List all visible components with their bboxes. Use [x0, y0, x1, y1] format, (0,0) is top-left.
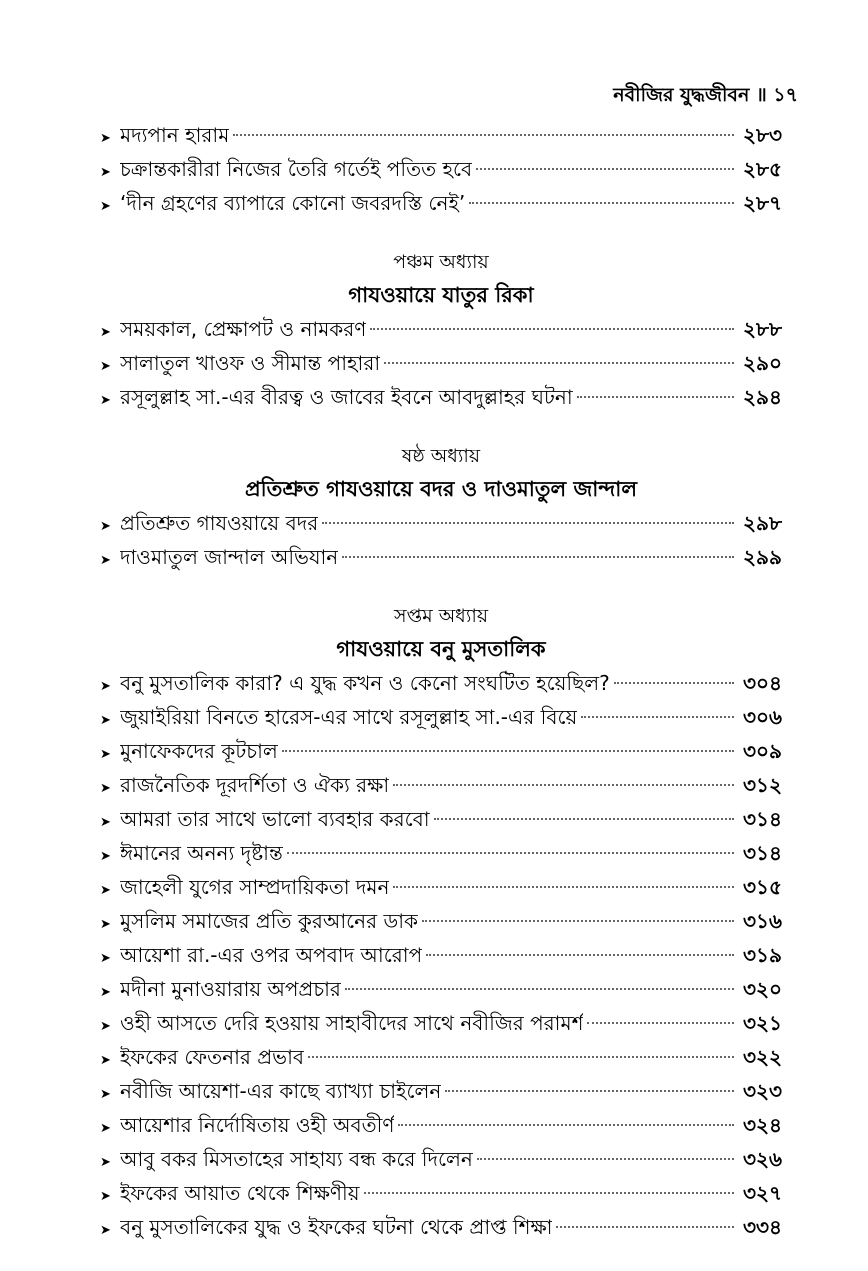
chapter-section [100, 440, 782, 574]
toc-entry [100, 312, 782, 346]
toc-entry [100, 118, 782, 152]
arrow-bullet-icon: ➤ [100, 1019, 111, 1034]
entry-title: আয়েশার নির্দোষিতায় ওহী অবতীর্ণ [120, 1113, 395, 1137]
entry-title: দাওমাতুল জান্দাল অভিযান [120, 545, 339, 569]
toc-entry [100, 734, 782, 768]
entry-title: আমরা তার সাথে ভালো ব্যবহার করবো [120, 807, 430, 831]
entry-page-number: ২৮৫ [743, 157, 782, 181]
chapter-list [100, 246, 782, 1244]
entry-page-number: ৩২৬ [742, 1147, 782, 1171]
arrow-bullet-icon: ➤ [100, 393, 111, 408]
arrow-bullet-icon: ➤ [100, 849, 111, 864]
dot-leader [233, 134, 734, 136]
entry-page-number: ৩৩৪ [743, 1215, 782, 1239]
toc-entry [100, 666, 782, 700]
entry-title: রাজনৈতিক দূরদর্শিতা ও ঐক্য রক্ষা [120, 773, 390, 797]
entry-page-number: ২৮৮ [743, 317, 782, 341]
entry-title: ইফকের আয়াত থেকে শিক্ষণীয় [120, 1181, 360, 1205]
entry-page-number: ৩২১ [743, 1011, 782, 1035]
toc-entry [100, 836, 782, 870]
toc-entry [100, 380, 782, 414]
arrow-bullet-icon: ➤ [100, 325, 111, 340]
arrow-bullet-icon: ➤ [100, 1155, 111, 1170]
entry-title: আবু বকর মিসতাহের সাহায্য বন্ধ করে দিলেন [120, 1147, 473, 1171]
entry-page-number: ২৯০ [743, 351, 782, 375]
entry-title: মুনাফেকদের কূটচাল [120, 739, 278, 763]
entry-page-number: ২৮৩ [743, 123, 782, 147]
dot-leader [370, 328, 734, 330]
entry-page-number: ৩১৫ [743, 875, 782, 899]
dot-leader [282, 750, 734, 752]
arrow-bullet-icon: ➤ [100, 199, 111, 214]
toc-entry [100, 1108, 782, 1142]
chapter-heading [100, 600, 782, 666]
entry-page-number: ৩২২ [742, 1045, 782, 1069]
dot-leader [577, 396, 734, 398]
dot-leader [426, 954, 734, 956]
entry-title: বনু মুসতালিকের যুদ্ধ ও ইফকের ঘটনা থেকে প্রাপ্ত শিক্ষা [120, 1215, 553, 1239]
toc-entry [100, 1142, 782, 1176]
entry-title: জুয়াইরিয়া বিনতে হারেস-এর সাথে রসূলুল্লাহ সা.-এর বিয়ে [120, 705, 578, 729]
entry-page-number: ২৯৪ [743, 385, 782, 409]
chapter-label: পঞ্চম অধ্যায় [393, 251, 489, 273]
chapter-entries [100, 312, 782, 414]
dot-leader [469, 202, 734, 204]
toc-entry [100, 1074, 782, 1108]
toc-entry [100, 1040, 782, 1074]
dot-leader [587, 1022, 734, 1024]
entry-title: চক্রান্তকারীরা নিজের তৈরি গর্তেই পতিত হবে [120, 157, 473, 181]
dot-leader [422, 920, 734, 922]
arrow-bullet-icon: ➤ [100, 815, 111, 830]
entry-page-number: ৩০৪ [743, 671, 782, 695]
arrow-bullet-icon: ➤ [100, 1121, 111, 1136]
dot-leader [556, 1226, 734, 1228]
dot-leader [614, 682, 734, 684]
dot-leader [393, 784, 734, 786]
arrow-bullet-icon: ➤ [100, 679, 111, 694]
toc-entry [100, 802, 782, 836]
entry-title: আয়েশা রা.-এর ওপর অপবাদ আরোপ [120, 943, 423, 967]
entry-page-number: ৩১৪ [743, 841, 782, 865]
dot-leader [342, 556, 734, 558]
chapter-title: গাযওয়ায়ে বনু মুসতালিক [336, 637, 546, 661]
toc-entry [100, 1176, 782, 1210]
arrow-bullet-icon: ➤ [100, 359, 111, 374]
entry-page-number: ২৯৯ [743, 545, 782, 569]
entry-title: প্রতিশ্রুত গাযওয়ায়ে বদর [120, 511, 319, 535]
arrow-bullet-icon: ➤ [100, 1189, 111, 1204]
entry-title: ইফকের ফেতনার প্রভাব [120, 1045, 305, 1069]
dot-leader [434, 818, 734, 820]
dot-leader [477, 1158, 734, 1160]
entry-title: সালাতুল খাওফ ও সীমান্ত পাহারা [120, 351, 381, 375]
toc-entry [100, 1210, 782, 1244]
entry-title: মদীনা মুনাওয়ারায় অপপ্রচার [120, 977, 341, 1001]
entry-title: ‘দীন গ্রহণের ব্যাপারে কোনো জবরদস্তি নেই’ [120, 191, 466, 215]
entry-page-number: ৩২৭ [742, 1181, 782, 1205]
dot-leader [308, 1056, 734, 1058]
toc-entry [100, 346, 782, 380]
arrow-bullet-icon: ➤ [100, 165, 111, 180]
entry-page-number: ৩২৩ [742, 1079, 782, 1103]
dot-leader [581, 716, 734, 718]
dot-leader [364, 1192, 735, 1194]
dot-leader [384, 362, 734, 364]
toc-entry [100, 186, 782, 220]
chapter-title: প্রতিশ্রুত গাযওয়ায়ে বদর ও দাওমাতুল জান্দাল [245, 477, 637, 501]
toc-entry [100, 540, 782, 574]
continuation-list [100, 118, 782, 220]
toc-entry [100, 700, 782, 734]
arrow-bullet-icon: ➤ [100, 553, 111, 568]
dot-leader [322, 522, 734, 524]
entry-page-number: ২৮৭ [743, 191, 782, 215]
arrow-bullet-icon: ➤ [100, 1087, 111, 1102]
entry-page-number: ৩১৯ [743, 943, 782, 967]
entry-page-number: ৩২০ [742, 977, 782, 1001]
arrow-bullet-icon: ➤ [100, 883, 111, 898]
toc-entry [100, 904, 782, 938]
chapter-section [100, 600, 782, 1244]
entry-title: বনু মুসতালিক কারা? এ যুদ্ধ কখন ও কেনো সংঘটিত হয়েছিল? [120, 671, 610, 695]
entry-page-number: ৩১৪ [743, 807, 782, 831]
toc-entry [100, 1006, 782, 1040]
toc-entry [100, 870, 782, 904]
dot-leader [393, 886, 734, 888]
toc-entry [100, 506, 782, 540]
entry-title: ঈমানের অনন্য দৃষ্টান্ত [120, 841, 283, 865]
dot-leader [345, 988, 734, 990]
dot-leader [476, 168, 734, 170]
chapter-label: ষষ্ঠ অধ্যায় [401, 445, 481, 467]
entry-title: সময়কাল, প্রেক্ষাপট ও নামকরণ [120, 317, 367, 341]
entry-page-number: ৩১২ [743, 773, 782, 797]
entry-page-number: ৩০৯ [743, 739, 782, 763]
toc-entry [100, 938, 782, 972]
running-head: নবীজির যুদ্ধজীবন ॥ ১৭ [613, 84, 798, 106]
arrow-bullet-icon: ➤ [100, 1053, 111, 1068]
chapter-heading [100, 246, 782, 312]
arrow-bullet-icon: ➤ [100, 951, 111, 966]
entry-page-number: ৩০৬ [742, 705, 782, 729]
chapter-heading [100, 440, 782, 506]
entry-page-number: ৩২৪ [743, 1113, 782, 1137]
entry-title: রসূলুল্লাহ সা.-এর বীরত্ব ও জাবের ইবনে আবদুল্লাহর ঘটনা [120, 385, 573, 409]
arrow-bullet-icon: ➤ [100, 131, 111, 146]
arrow-bullet-icon: ➤ [100, 1223, 111, 1238]
chapter-label: সপ্তম অধ্যায় [393, 605, 489, 627]
dot-leader [287, 852, 734, 854]
chapter-entries [100, 666, 782, 1244]
entry-title: মুসলিম সমাজের প্রতি কুরআনের ডাক [120, 909, 418, 933]
arrow-bullet-icon: ➤ [100, 747, 111, 762]
chapter-entries [100, 506, 782, 574]
chapter-title: গাযওয়ায়ে যাতুর রিকা [348, 283, 534, 307]
entry-title: নবীজি আয়েশা-এর কাছে ব্যাখ্যা চাইলেন [120, 1079, 442, 1103]
arrow-bullet-icon: ➤ [100, 519, 111, 534]
chapter-section [100, 246, 782, 414]
entry-page-number: ২৯৮ [743, 511, 782, 535]
toc-entry [100, 768, 782, 802]
toc-entry [100, 972, 782, 1006]
dot-leader [445, 1090, 734, 1092]
arrow-bullet-icon: ➤ [100, 713, 111, 728]
toc-entry [100, 152, 782, 186]
dot-leader [398, 1124, 734, 1126]
entry-title: মদ্যপান হারাম [120, 123, 230, 147]
entry-title: ওহী আসতে দেরি হওয়ায় সাহাবীদের সাথে নবীজির পরামর্শ [120, 1011, 584, 1035]
table-of-contents [100, 118, 782, 1244]
entry-page-number: ৩১৬ [743, 909, 782, 933]
arrow-bullet-icon: ➤ [100, 781, 111, 796]
entry-title: জাহেলী যুগের সাম্প্রদায়িকতা দমন [120, 875, 390, 899]
arrow-bullet-icon: ➤ [100, 917, 111, 932]
arrow-bullet-icon: ➤ [100, 985, 111, 1000]
